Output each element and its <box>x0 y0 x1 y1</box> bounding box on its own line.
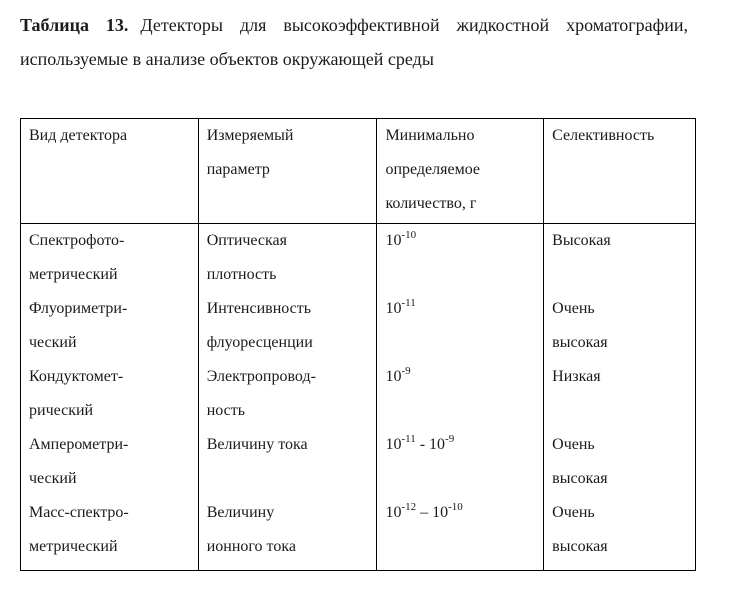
cell-selectivity: Низкая <box>544 360 696 428</box>
cell-parameter: Величину тока <box>198 428 377 496</box>
table-row <box>21 428 696 496</box>
cell-parameter: Интенсивность флуоресценции <box>198 292 377 360</box>
cell-min-amount: $10^{-9}$ <box>377 360 544 428</box>
table-row <box>21 496 696 571</box>
cell-parameter: Оптическая плотность <box>198 224 377 293</box>
cell-selectivity: Очень высокая <box>544 428 696 496</box>
cell-detector: Флуориметри- ческий <box>21 292 199 360</box>
table-caption-label: Таблица 13. <box>20 15 129 35</box>
cell-selectivity: Очень высокая <box>544 496 696 571</box>
cell-selectivity: Высокая <box>544 224 696 293</box>
cell-detector: Амперометри- ческий <box>21 428 199 496</box>
table-row <box>21 224 696 293</box>
cell-detector: Кондуктомет- рический <box>21 360 199 428</box>
detectors-table <box>20 118 696 571</box>
cell-min-amount: $10^{-10}$ <box>377 224 544 293</box>
table-row <box>21 292 696 360</box>
cell-detector: Спектрофото- метрический <box>21 224 199 293</box>
cell-selectivity: Очень высокая <box>544 292 696 360</box>
header-detector-type: Вид детектора <box>21 119 199 224</box>
table-caption <box>20 8 688 76</box>
table-row <box>21 360 696 428</box>
cell-parameter: Величину ионного тока <box>198 496 377 571</box>
header-selectivity: Селективность <box>544 119 696 224</box>
cell-detector: Масс-спектро- метрический <box>21 496 199 571</box>
header-measured-parameter: Измеряемый параметр <box>198 119 377 224</box>
table-caption-text: Детекторы для высокоэффективной жидкостной хроматографии, используемые в анализе объектов окружающей среды <box>20 15 689 69</box>
cell-min-amount: $10^{-12} - 10^{-10}$ <box>377 496 544 571</box>
header-min-amount: Минимально определяемое количество, г <box>377 119 544 224</box>
cell-parameter: Электропровод- ность <box>198 360 377 428</box>
cell-min-amount: $10^{-11}$ <box>377 292 544 360</box>
table-header-row <box>21 119 696 224</box>
cell-min-amount: $10^{-11} - 10^{-9}$ <box>377 428 544 496</box>
